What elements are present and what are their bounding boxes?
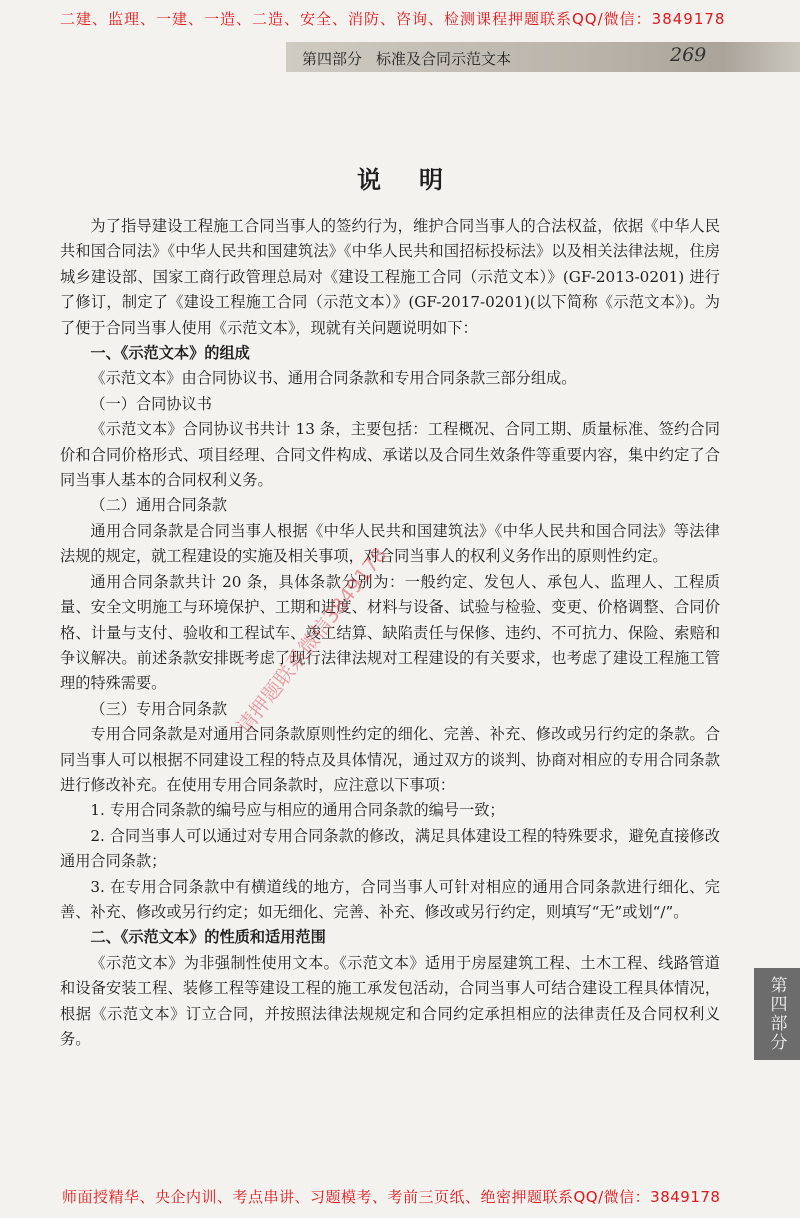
subheading-general-terms: （二）通用合同条款 xyxy=(90,496,228,515)
paragraph: 通用合同条款共计 20 条，具体条款分别为：一般约定、发包人、承包人、监理人、工程质量、安全文明施工与环境保护、工期和进度、材料与设备、试验与检验、变更、价格调整、合同价格、计量与支付、验收和工程试车、竣工结算、缺陷责任与保修、违约、不可抗力、保险、索赔和争议解决。前述条款安排既考虑了现行法律法规对工程建设的有关要求，也考虑了建设工程施工管理的特殊需要。 xyxy=(60,572,720,693)
section-heading-composition: 一、《示范文本》的组成 xyxy=(90,344,250,363)
list-item: 1. 专用合同条款的编号应与相应的通用合同条款的编号一致； xyxy=(90,801,505,820)
section-heading-nature-scope: 二、《示范文本》的性质和适用范围 xyxy=(90,928,326,947)
paragraph: 《示范文本》合同协议书共计 13 条，主要包括：工程概况、合同工期、质量标准、签约合同价和合同价格形式、项目经理、合同文件构成、承诺以及合同生效条件等重要内容，集中约定了合同当事人基本的合同权利义务。 xyxy=(60,420,720,490)
header-part: 第四部分 xyxy=(302,50,363,68)
list-item: 2. 合同当事人可以通过对专用合同条款的修改，满足具体建设工程的特殊要求，避免直接修改通用合同条款； xyxy=(60,826,720,871)
paragraph: 通用合同条款是合同当事人根据《中华人民共和国建筑法》《中华人民共和国合同法》等法律法规的规定，就工程建设的实施及相关事项，对合同当事人的权利义务作出的原则性约定。 xyxy=(60,521,720,566)
document-body xyxy=(60,214,720,1052)
side-section-tab: 第四部分 xyxy=(754,968,800,1060)
page-number: 269 xyxy=(670,44,707,66)
subheading-special-terms: （三）专用合同条款 xyxy=(90,699,228,718)
page-title: 说明 xyxy=(357,166,481,194)
promo-banner-bottom: 师面授精华、央企内训、考点串讲、习题模考、考前三页纸、绝密押题联系QQ/微信：3849178 xyxy=(62,1188,721,1206)
running-header xyxy=(302,48,511,69)
paragraph: 专用合同条款是对通用合同条款原则性约定的细化、完善、补充、修改或另行约定的条款。合同当事人可以根据不同建设工程的特点及具体情况，通过双方的谈判、协商对相应的专用合同条款进行修改补充。在使用专用合同条款时，应注意以下事项： xyxy=(60,725,720,794)
paragraph: 《示范文本》由合同协议书、通用合同条款和专用合同条款三部分组成。 xyxy=(90,369,577,388)
promo-banner-top: 二建、监理、一建、一造、二造、安全、消防、咨询、检测课程押题联系QQ/微信：3849178 xyxy=(60,10,726,28)
paragraph: 《示范文本》为非强制性使用文本。《示范文本》适用于房屋建筑工程、土木工程、线路管道和设备安装工程、装修工程等建设工程的施工承发包活动，合同当事人可结合建设工程具体情况，根据《示范文本》订立合同，并按照法律法规规定和合同约定承担相应的法律责任及合同权利义务。 xyxy=(60,953,720,1048)
watermark: 请押题联系微信3849178 xyxy=(231,542,392,739)
intro-paragraph: 为了指导建设工程施工合同当事人的签约行为，维护合同当事人的合法权益，依据《中华人民共和国合同法》《中华人民共和国建筑法》《中华人民共和国招标投标法》以及相关法律法规，住房城乡建设部、国家工商行政管理总局对《建设工程施工合同（示范文本）》(GF-2013-0201) 进行了修订，制定了《建设工程施工合同（示范文本）》(GF-2017-0201)(以下简称《示范文本》)。为了便于合同当事人使用《示范文本》，现就有关问题说明如下： xyxy=(60,217,720,337)
header-section: 标准及合同示范文本 xyxy=(376,50,512,68)
list-item: 3. 在专用合同条款中有横道线的地方，合同当事人可针对相应的通用合同条款进行细化、完善、补充、修改或另行约定；如无细化、完善、补充、修改或另行约定，则填写“无”或划“/”。 xyxy=(60,877,720,921)
subheading-agreement: （一）合同协议书 xyxy=(90,394,212,413)
